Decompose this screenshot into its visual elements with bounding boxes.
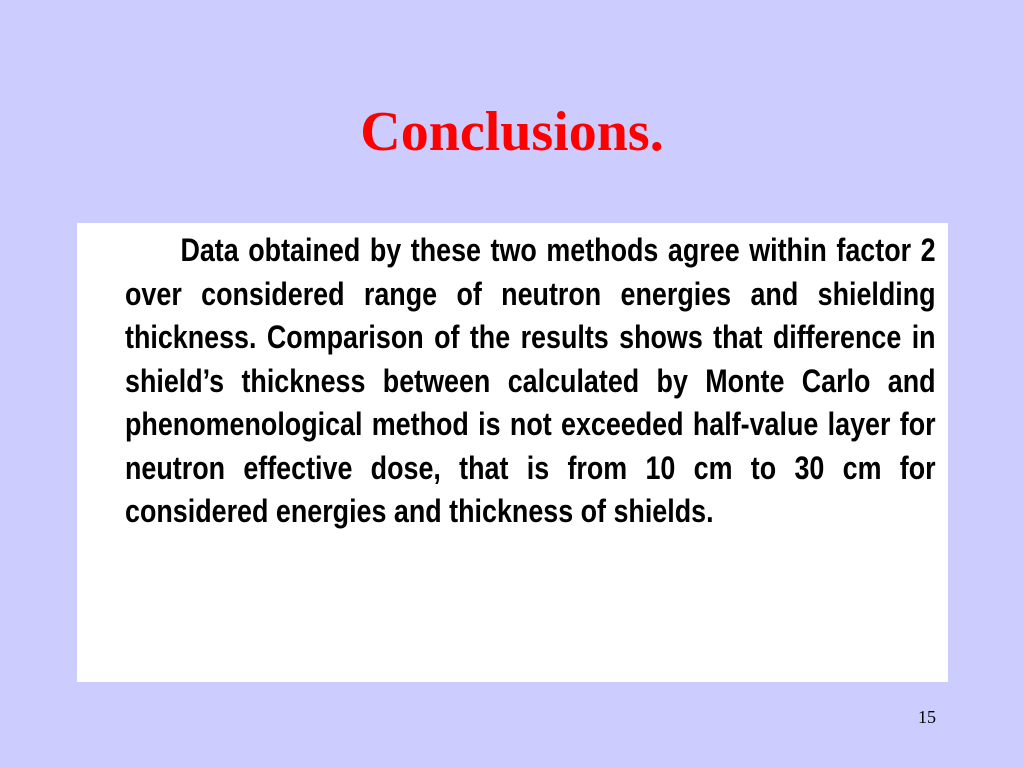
conclusion-paragraph: Data obtained by these two methods agree within factor 2 over considered range of neutron energies and shielding thickness. Comparison of the results shows that difference in shield’s thickness between calculated by Monte Carlo and phenomenological method is not exceeded half-value layer for neutron effective dose, that is from 10 cm to 30 cm for considered energies and thickness of shields. bbox=[125, 232, 936, 529]
page-number: 15 bbox=[918, 707, 936, 727]
content-box bbox=[77, 223, 948, 682]
slide-title: Conclusions. bbox=[360, 101, 664, 163]
